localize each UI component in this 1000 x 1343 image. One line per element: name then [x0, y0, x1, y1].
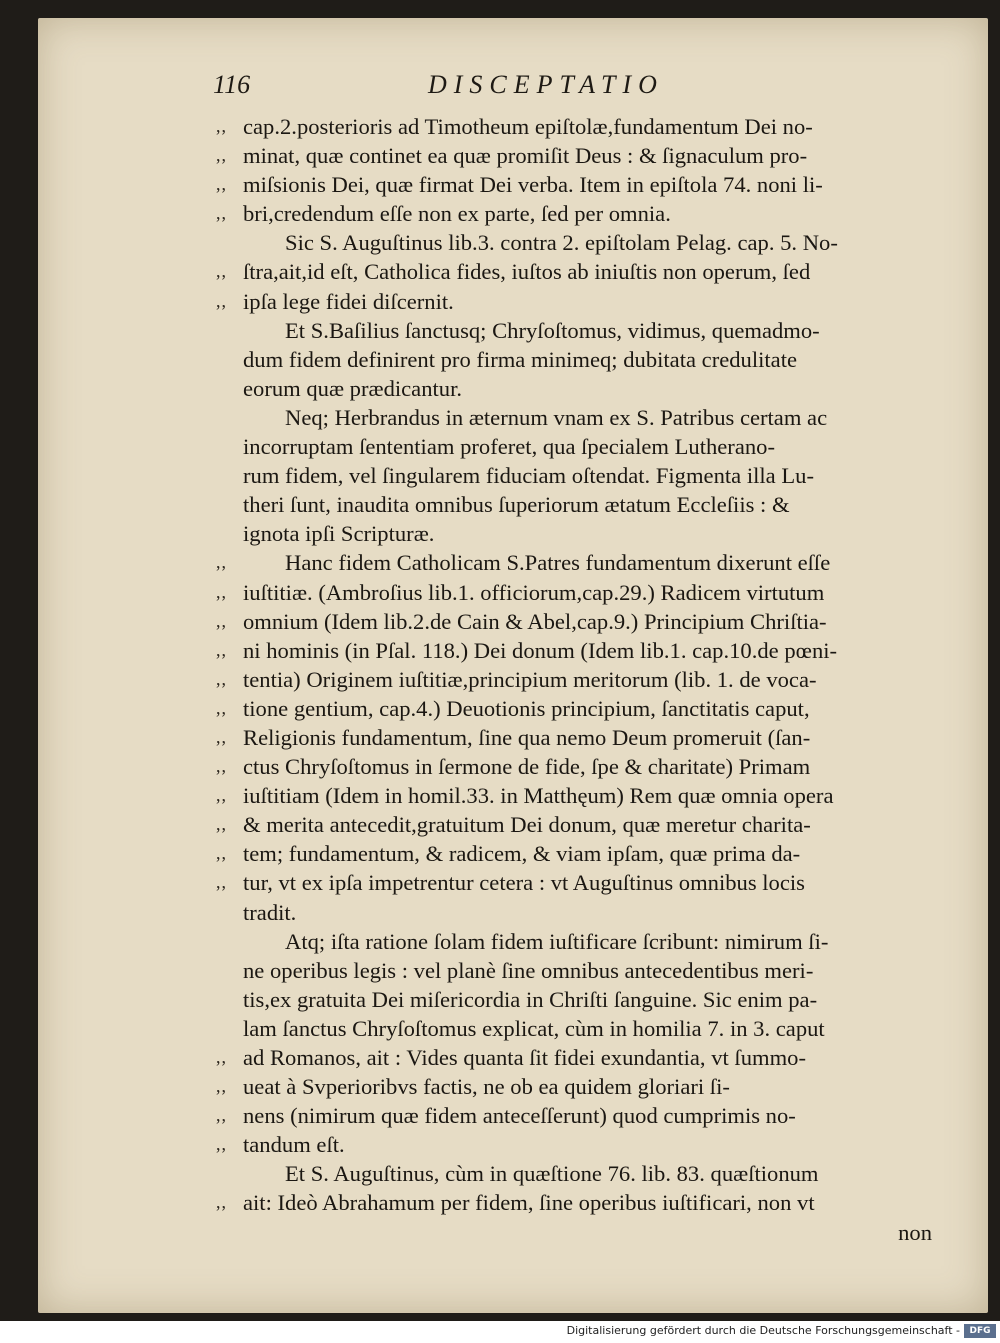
text-line: [38, 665, 988, 694]
line-text: iuſtitiæ. (Ambroſius lib.1. officiorum,cap.29.) Radicem virtutum: [243, 579, 825, 605]
text-line: [38, 898, 988, 927]
quotation-mark: ,,: [216, 843, 227, 864]
line-text: tem; fundamentum, & radicem, & viam ipſam, quæ prima da-: [243, 841, 801, 867]
text-line: [38, 752, 988, 781]
quotation-mark: ,,: [216, 1192, 227, 1213]
text-line: [38, 316, 988, 345]
text-line: [38, 287, 988, 316]
line-text: tur, vt ex ipſa impetrentur cetera : vt Auguſtinus omnibus locis: [243, 870, 805, 896]
text-line: [38, 1014, 988, 1043]
text-line: [38, 1130, 988, 1159]
quotation-mark: ,,: [216, 290, 227, 311]
text-line: [38, 636, 988, 665]
page-number: 116: [213, 70, 251, 99]
line-text: ad Romanos, ait : Vides quanta ſit fidei exundantia, vt ſummo-: [243, 1045, 806, 1070]
text-line: [38, 345, 988, 374]
quotation-mark: ,,: [216, 1134, 227, 1155]
quotation-mark: ,,: [216, 697, 227, 718]
text-line: [38, 578, 988, 607]
quotation-mark: ,,: [216, 610, 227, 631]
text-line: [38, 490, 988, 519]
text-line: [38, 985, 988, 1014]
quotation-mark: ,,: [216, 552, 227, 573]
line-text: Sic S. Auguſtinus lib.3. contra 2. epiſtolam Pelag. cap. 5. No-: [285, 230, 838, 256]
quotation-mark: ,,: [216, 145, 227, 166]
line-text: Et S.Baſilius ſanctusq; Chryſoſtomus, vidimus, quemadmo-: [285, 317, 820, 343]
quotation-mark: ,,: [216, 756, 227, 777]
text-line: [38, 170, 988, 199]
text-line: [38, 432, 988, 461]
text-line: [38, 927, 988, 956]
quotation-mark: ,,: [216, 785, 227, 806]
text-line: [38, 519, 988, 548]
text-line: [38, 112, 988, 141]
line-text: ueat à Svperioribvs factis, ne ob ea quidem gloriari ſi-: [243, 1074, 730, 1100]
line-text: tis,ex gratuita Dei miſericordia in Chriſti ſanguine. Sic enim pa-: [243, 986, 818, 1012]
line-text: incorruptam ſententiam proferet, qua ſpecialem Lutherano-: [243, 434, 775, 460]
line-text: Religionis fundamentum, ſine qua nemo Deum promeruit (ſan-: [243, 724, 811, 750]
book-page: [38, 18, 988, 1313]
line-text: Hanc fidem Catholicam S.Patres fundamentum dixerunt eſſe: [285, 550, 831, 576]
text-line: [38, 1188, 988, 1217]
quotation-mark: ,,: [216, 1047, 227, 1067]
text-line: [38, 403, 988, 432]
line-text: dum fidem definirent pro firma minimeq; dubitata credulitate: [243, 346, 797, 372]
line-text: ctus Chryſoſtomus in ſermone de fide, ſpe & charitate) Primam: [243, 754, 811, 780]
line-text: ipſa lege fidei diſcernit.: [243, 288, 454, 314]
line-text: miſsionis Dei, quæ firmat Dei verba. Item in epiſtola 74. noni li-: [243, 172, 823, 198]
text-line: [38, 1043, 988, 1072]
text-line: [38, 956, 988, 985]
funding-credit: Digitalisierung gefördert durch die Deutsche Forschungsgemeinschaft -: [566, 1324, 960, 1337]
text-line: [38, 228, 988, 257]
text-line: [38, 1101, 988, 1130]
line-text: ignota ipſi Scripturæ.: [243, 521, 435, 547]
text-line: [38, 1072, 988, 1101]
line-text: lam ſanctus Chryſoſtomus explicat, cùm in homilia 7. in 3. caput: [243, 1015, 825, 1041]
line-text: Neq; Herbrandus in æternum vnam ex S. Patribus certam ac: [285, 404, 828, 430]
footer-bar: [0, 1321, 1000, 1343]
text-line: [38, 1218, 988, 1247]
line-text: rum fidem, vel ſingularem fiduciam oſtendat. Figmenta illa Lu-: [243, 463, 814, 489]
line-text: ſtra,ait,id eſt, Catholica fides, iuſtos ab iniuſtis non operum, ſed: [243, 259, 811, 285]
line-text: cap.2.posterioris ad Timotheum epiſtolæ,fundamentum Dei no-: [243, 114, 813, 139]
text-line: [38, 1159, 988, 1188]
page-header: [213, 70, 733, 110]
line-text: tione gentium, cap.4.) Deuotionis principium, ſanctitatis caput,: [243, 695, 810, 721]
text-line: [38, 199, 988, 228]
quotation-mark: ,,: [216, 203, 227, 224]
text-line: [38, 141, 988, 170]
line-text: theri ſunt, inaudita omnibus ſuperiorum ætatum Eccleſiis : &: [243, 492, 790, 518]
line-text: nens (nimirum quæ fidem anteceſſerunt) quod cumprimis no-: [243, 1103, 796, 1129]
text-line: [38, 374, 988, 403]
line-text: Et S. Auguſtinus, cùm in quæſtione 76. lib. 83. quæſtionum: [285, 1161, 819, 1187]
line-text: ne operibus legis : vel planè ſine omnibus antecedentibus meri-: [243, 957, 814, 983]
line-text: & merita antecedit,gratuitum Dei donum, quæ meretur charita-: [243, 812, 811, 838]
running-head: DISCEPTATIO: [428, 70, 664, 99]
quotation-mark: ,,: [216, 174, 227, 195]
text-line: [38, 607, 988, 636]
text-body: [38, 112, 988, 1247]
line-text: ait: Ideò Abrahamum per fidem, ſine operibus iuſtificari, non vt: [243, 1190, 815, 1216]
text-line: [38, 461, 988, 490]
line-text: bri,credendum eſſe non ex parte, ſed per omnia.: [243, 201, 671, 227]
line-text: omnium (Idem lib.2.de Cain & Abel,cap.9.) Principium Chriſtia-: [243, 608, 827, 634]
text-line: [38, 548, 988, 577]
dfg-logo: DFG: [964, 1324, 996, 1338]
quotation-mark: ,,: [216, 639, 227, 660]
line-text: ni hominis (in Pſal. 118.) Dei donum (Idem lib.1. cap.10.de pœni-: [243, 637, 838, 663]
text-line: [38, 868, 988, 897]
quotation-mark: ,,: [216, 814, 227, 835]
line-text: tradit.: [243, 899, 297, 925]
quotation-mark: ,,: [216, 1076, 227, 1097]
line-text: tentia) Originem iuſtitiæ,principium meritorum (lib. 1. de voca-: [243, 666, 817, 692]
quotation-mark: ,,: [216, 726, 227, 747]
quotation-mark: ,,: [216, 116, 227, 136]
text-line: [38, 694, 988, 723]
quotation-mark: ,,: [216, 872, 227, 893]
quotation-mark: ,,: [216, 1105, 227, 1126]
quotation-mark: ,,: [216, 261, 227, 282]
text-line: [38, 781, 988, 810]
text-line: [38, 723, 988, 752]
quotation-mark: ,,: [216, 668, 227, 689]
text-line: [38, 839, 988, 868]
line-text: non: [898, 1219, 932, 1245]
line-text: Atq; iſta ratione ſolam fidem iuſtificare ſcribunt: nimirum ſi-: [285, 928, 829, 954]
line-text: tandum eſt.: [243, 1132, 345, 1158]
line-text: eorum quæ prædicantur.: [243, 375, 462, 401]
line-text: minat, quæ continet ea quæ promiſit Deus : & ſignaculum pro-: [243, 143, 808, 169]
quotation-mark: ,,: [216, 581, 227, 602]
text-line: [38, 810, 988, 839]
text-line: [38, 257, 988, 286]
line-text: iuſtitiam (Idem in homil.33. in Matthęum) Rem quæ omnia opera: [243, 783, 834, 809]
